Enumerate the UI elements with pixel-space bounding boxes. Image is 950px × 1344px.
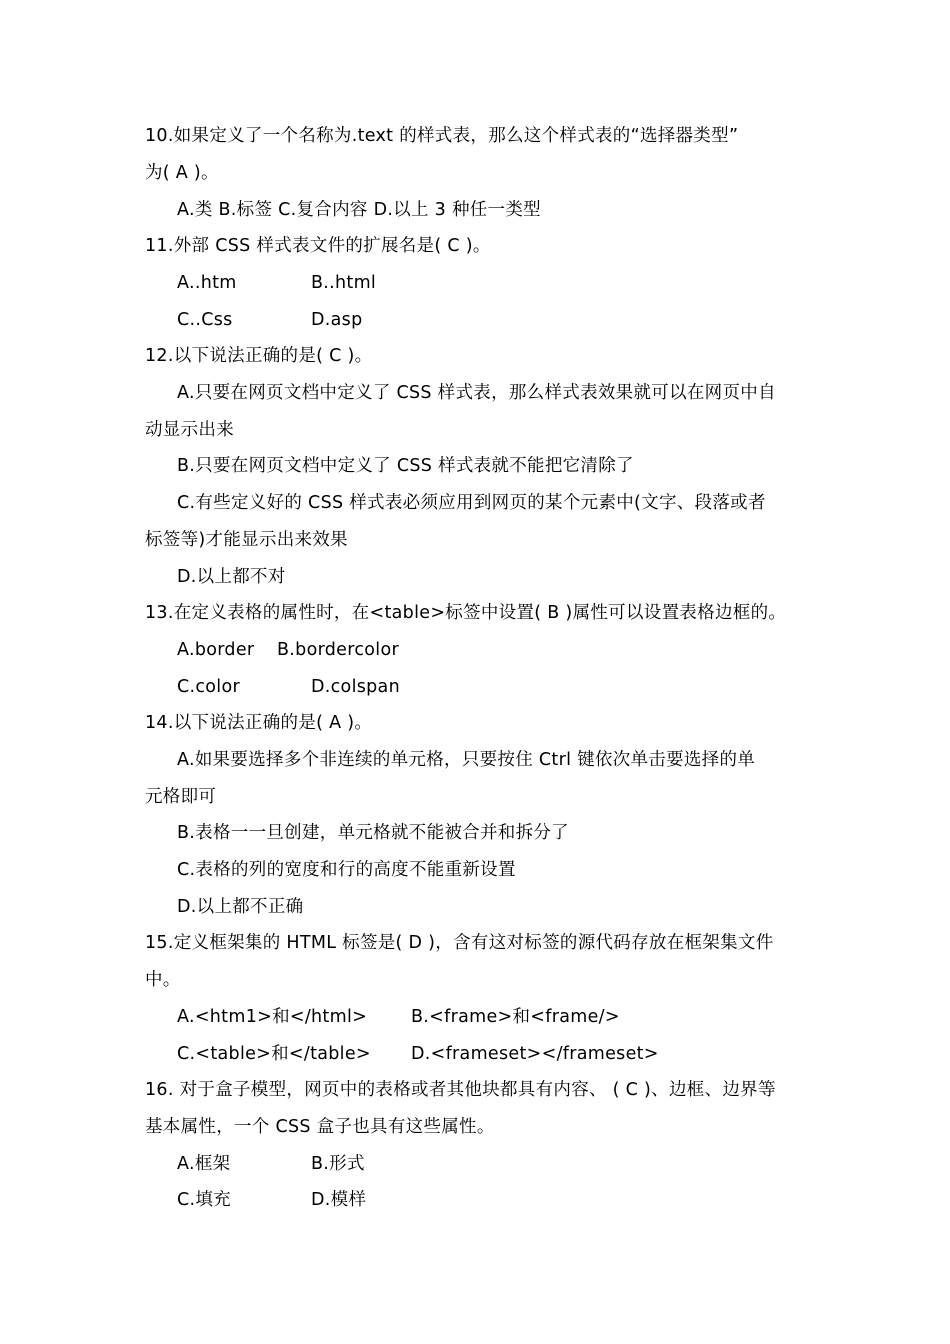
q15-option-c: C.<table>和</table> — [177, 1044, 371, 1064]
q16-option-d: D.模样 — [311, 1190, 367, 1210]
q15-stem-line1: 15.定义框架集的 HTML 标签是( D )，含有这对标签的源代码存放在框架集文件 — [145, 933, 774, 953]
q11-option-c: C..Css — [177, 310, 233, 330]
q11-stem: 11.外部 CSS 样式表文件的扩展名是( C )。 — [145, 236, 491, 256]
q13-option-c: C.color — [177, 677, 240, 697]
q12-option-b: B.只要在网页文档中定义了 CSS 样式表就不能把它清除了 — [177, 456, 634, 476]
q16-option-a: A.框架 — [177, 1154, 231, 1174]
q15-option-a: A.<htm1>和</html> — [177, 1007, 368, 1027]
q10-stem-line1: 10.如果定义了一个名称为.text 的样式表，那么这个样式表的“选择器类型” — [145, 126, 739, 146]
q16-stem-line1: 16. 对于盒子模型，网页中的表格或者其他块都具有内容、 ( C )、边框、边界等 — [145, 1080, 776, 1100]
q16-option-c: C.填充 — [177, 1190, 231, 1210]
q10-options: A.类 B.标签 C.复合内容 D.以上 3 种任一类型 — [177, 200, 541, 220]
q14-option-a-line2: 元格即可 — [145, 787, 217, 807]
q13-stem: 13.在定义表格的属性时，在<table>标签中设置( B )属性可以设置表格边框的。 — [145, 603, 787, 623]
q12-option-a-line2: 动显示出来 — [145, 420, 234, 440]
q13-option-b: B.bordercolor — [277, 640, 399, 660]
q12-stem: 12.以下说法正确的是( C )。 — [145, 346, 373, 366]
q11-option-b: B..html — [311, 273, 377, 293]
q15-option-d: D.<frameset></frameset> — [411, 1044, 659, 1064]
q12-option-a-line1: A.只要在网页文档中定义了 CSS 样式表，那么样式表效果就可以在网页中自 — [177, 383, 776, 403]
q14-option-c: C.表格的列的宽度和行的高度不能重新设置 — [177, 860, 516, 880]
q10-stem-line2: 为( A )。 — [145, 163, 219, 183]
q14-option-d: D.以上都不正确 — [177, 897, 304, 917]
q12-option-c-line2: 标签等)才能显示出来效果 — [145, 530, 348, 550]
q15-stem-line2: 中。 — [145, 970, 181, 990]
q12-option-d: D.以上都不对 — [177, 567, 286, 587]
q13-option-a: A.border — [177, 640, 255, 660]
q14-stem: 14.以下说法正确的是( A )。 — [145, 713, 373, 733]
q12-option-c-line1: C.有些定义好的 CSS 样式表必须应用到网页的某个元素中(文字、段落或者 — [177, 493, 766, 513]
q14-option-b: B.表格一一旦创建，单元格就不能被合并和拆分了 — [177, 823, 569, 843]
q16-stem-line2: 基本属性，一个 CSS 盒子也具有这些属性。 — [145, 1117, 495, 1137]
q15-option-b: B.<frame>和<frame/> — [411, 1007, 620, 1027]
q11-option-d: D.asp — [311, 310, 363, 330]
q16-option-b: B.形式 — [311, 1154, 365, 1174]
q11-option-a: A..htm — [177, 273, 237, 293]
q13-option-d: D.colspan — [311, 677, 400, 697]
q14-option-a-line1: A.如果要选择多个非连续的单元格，只要按住 Ctrl 键依次单击要选择的单 — [177, 750, 756, 770]
